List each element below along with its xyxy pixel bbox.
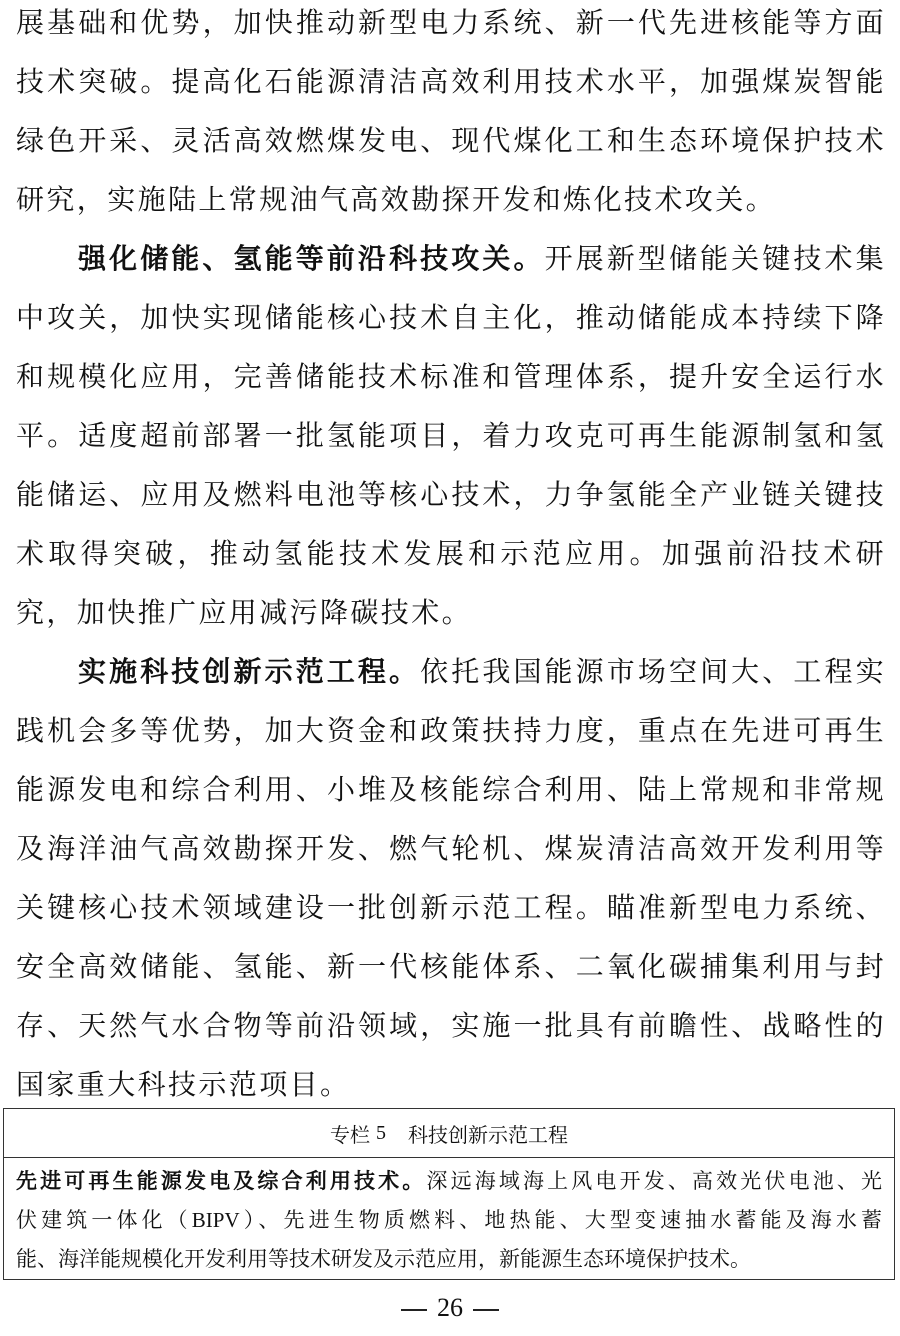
page-number (0, 1293, 900, 1323)
text-line: 能储运、应用及燃料电池等核心技术，力争氢能全产业链关键技 (16, 478, 886, 511)
paragraph-innovation-demo (16, 649, 886, 1121)
paragraph-heading: 实施科技创新示范工程。 (78, 655, 421, 688)
body-text (16, 0, 886, 1121)
text-line: 及海洋油气高效勘探开发、燃气轮机、煤炭清洁高效开发利用等 (16, 832, 886, 865)
text-line: 平。适度超前部署一批氢能项目，着力攻克可再生能源制氢和氢 (16, 419, 886, 452)
text-line: 中攻关，加快实现储能核心技术自主化，推动储能成本持续下降 (16, 301, 886, 334)
paragraph-continued (16, 0, 886, 236)
column-box-header (4, 1109, 894, 1158)
text-line: 存、天然气水合物等前沿领域，实施一批具有前瞻性、战略性的 (16, 1009, 886, 1042)
column-label: 专栏 (330, 1124, 370, 1147)
column-text-line: 伏建筑一体化（BIPV）、先进生物质燃料、地热能、大型变速抽水蓄能及海水蓄 (16, 1208, 882, 1232)
text-line: 能源发电和综合利用、小堆及核能综合利用、陆上常规和非常规 (16, 773, 886, 806)
column-box (3, 1108, 895, 1280)
text-run: 开展新型储能关键技术集 (544, 242, 886, 275)
text-run: 深远海域海上风电开发、高效光伏电池、光 (426, 1169, 883, 1193)
paragraph-energy-storage-hydrogen (16, 236, 886, 649)
text-run: 依托我国能源市场空间大、工程实 (420, 655, 886, 688)
text-line: 展基础和优势，加快推动新型电力系统、新一代先进核能等方面 (16, 6, 886, 39)
text-line: 关键核心技术领域建设一批创新示范工程。瞄准新型电力系统、 (16, 891, 886, 924)
column-box-body (4, 1158, 894, 1279)
column-text-line (16, 1162, 882, 1201)
column-item-heading: 先进可再生能源发电及综合利用技术。 (16, 1169, 427, 1193)
text-line: 技术突破。提高化石能源清洁高效利用技术水平，加强煤炭智能 (16, 65, 886, 98)
text-line: 践机会多等优势，加大资金和政策扶持力度，重点在先进可再生 (16, 714, 886, 747)
text-line: 研究，实施陆上常规油气高效勘探开发和炼化技术攻关。 (16, 183, 777, 216)
dash-left-decoration (401, 1309, 427, 1311)
dash-right-decoration (473, 1309, 499, 1311)
text-line: 国家重大科技示范项目。 (16, 1068, 351, 1101)
page-number-value: 26 (437, 1293, 463, 1322)
column-number: 5 (376, 1121, 386, 1144)
text-line (16, 236, 886, 295)
text-line: 绿色开采、灵活高效燃煤发电、现代煤化工和生态环境保护技术 (16, 124, 886, 157)
paragraph-heading: 强化储能、氢能等前沿科技攻关。 (78, 242, 545, 275)
column-text-line: 能、海洋能规模化开发利用等技术研发及示范应用，新能源生态环境保护技术。 (16, 1247, 751, 1271)
column-title: 科技创新示范工程 (408, 1124, 568, 1147)
text-line: 究，加快推广应用减污降碳技术。 (16, 596, 473, 629)
text-line: 和规模化应用，完善储能技术标准和管理体系，提升安全运行水 (16, 360, 886, 393)
text-line (16, 649, 886, 708)
text-line: 术取得突破，推动氢能技术发展和示范应用。加强前沿技术研 (16, 537, 886, 570)
text-line: 安全高效储能、氢能、新一代核能体系、二氧化碳捕集利用与封 (16, 950, 886, 983)
